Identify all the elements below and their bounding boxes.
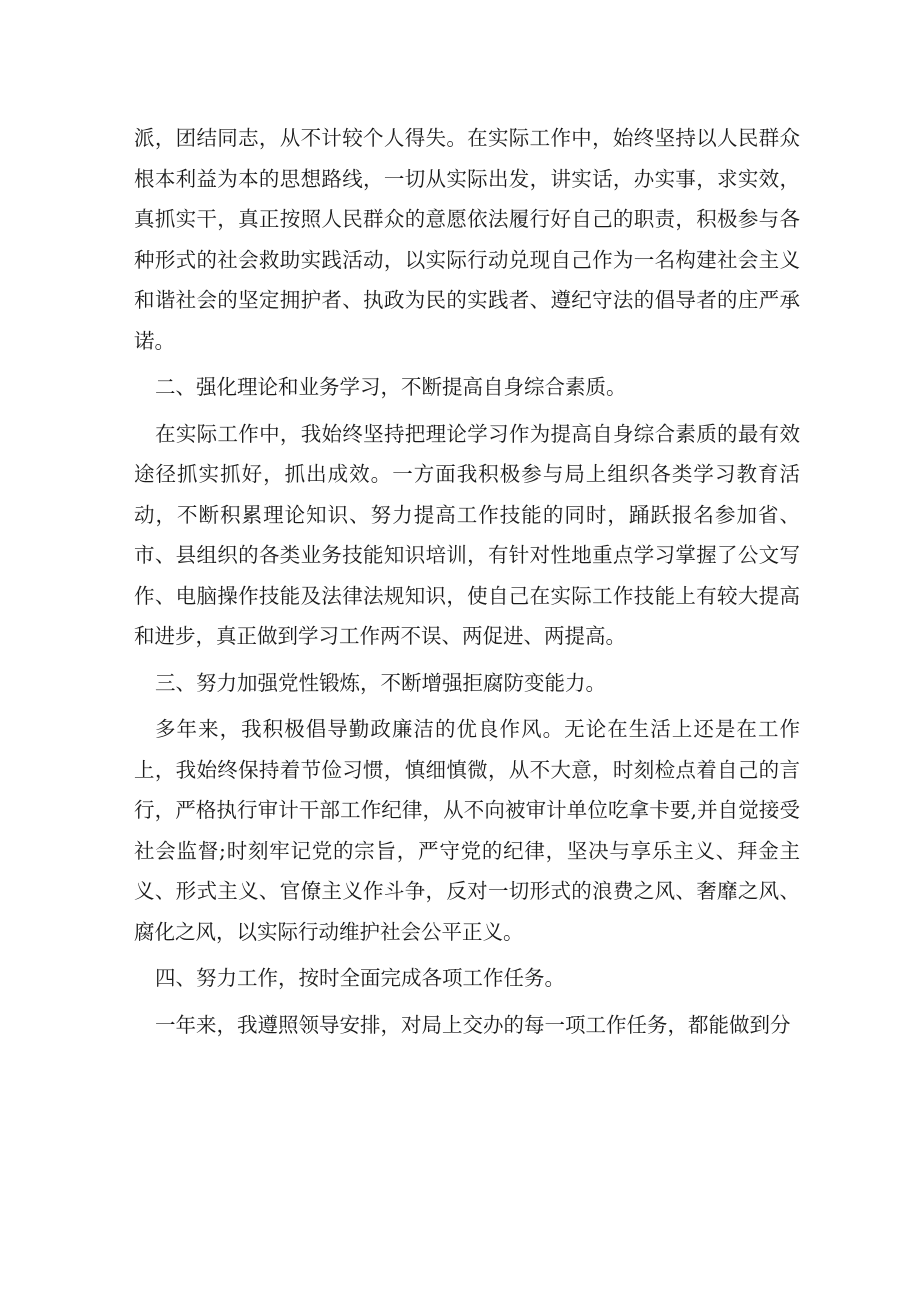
section-heading-3: 三、努力加强党性锻炼，不断增强拒腐防变能力。	[155, 670, 606, 695]
section-heading-4: 四、努力工作，按时全面完成各项工作任务。	[155, 966, 565, 990]
section-heading-2: 二、强化理论和业务学习，不断提高自身综合素质。	[155, 375, 627, 399]
paragraph-work: 一年来，我遵照领导安排，对局上交办的每一项工作任务，都能做到分	[155, 1012, 791, 1037]
paragraph-continued: 派，团结同志，从不计较个人得失。在实际工作中，始终坚持以人民群众根本利益为本的思想路线，一切从实际出发，讲实话，办实事，求实效，真抓实干，真正按照人民群众的意愿依法履行好自己的职责，积极参与各种形式的社会救助实践活动，以实际行动兑现自己作为一名构建社会主义和谐社会的坚定拥护者、执政为民的实践者、遵纪守法的倡导者的庄严承诺。	[134, 126, 800, 353]
paragraph-study: 在实际工作中，我始终坚持把理论学习作为提高自身综合素质的最有效途径抓实抓好，抓出成效。一方面我积极参与局上组织各类学习教育活动，不断积累理论知识、努力提高工作技能的同时，踊跃报名参加省、市、县组织的各类业务技能知识培训，有针对性地重点学习掌握了公文写作、电脑操作技能及法律法规知识，使自己在实际工作技能上有较大提高和进步，真正做到学习工作两不误、两促进、两提高。	[134, 421, 800, 648]
document-body	[134, 118, 800, 1051]
paragraph-integrity: 多年来，我积极倡导勤政廉洁的优良作风。无论在生活上还是在工作上，我始终保持着节俭习惯，慎细慎微，从不大意，时刻检点着自己的言行，严格执行审计干部工作纪律，从不向被审计单位吃拿卡要,并自觉接受社会监督;时刻牢记党的宗旨，严守党的纪律，坚决与享乐主义、拜金主义、形式主义、官僚主义作斗争，反对一切形式的浪费之风、奢靡之风、腐化之风，以实际行动维护社会公平正义。	[134, 717, 800, 944]
